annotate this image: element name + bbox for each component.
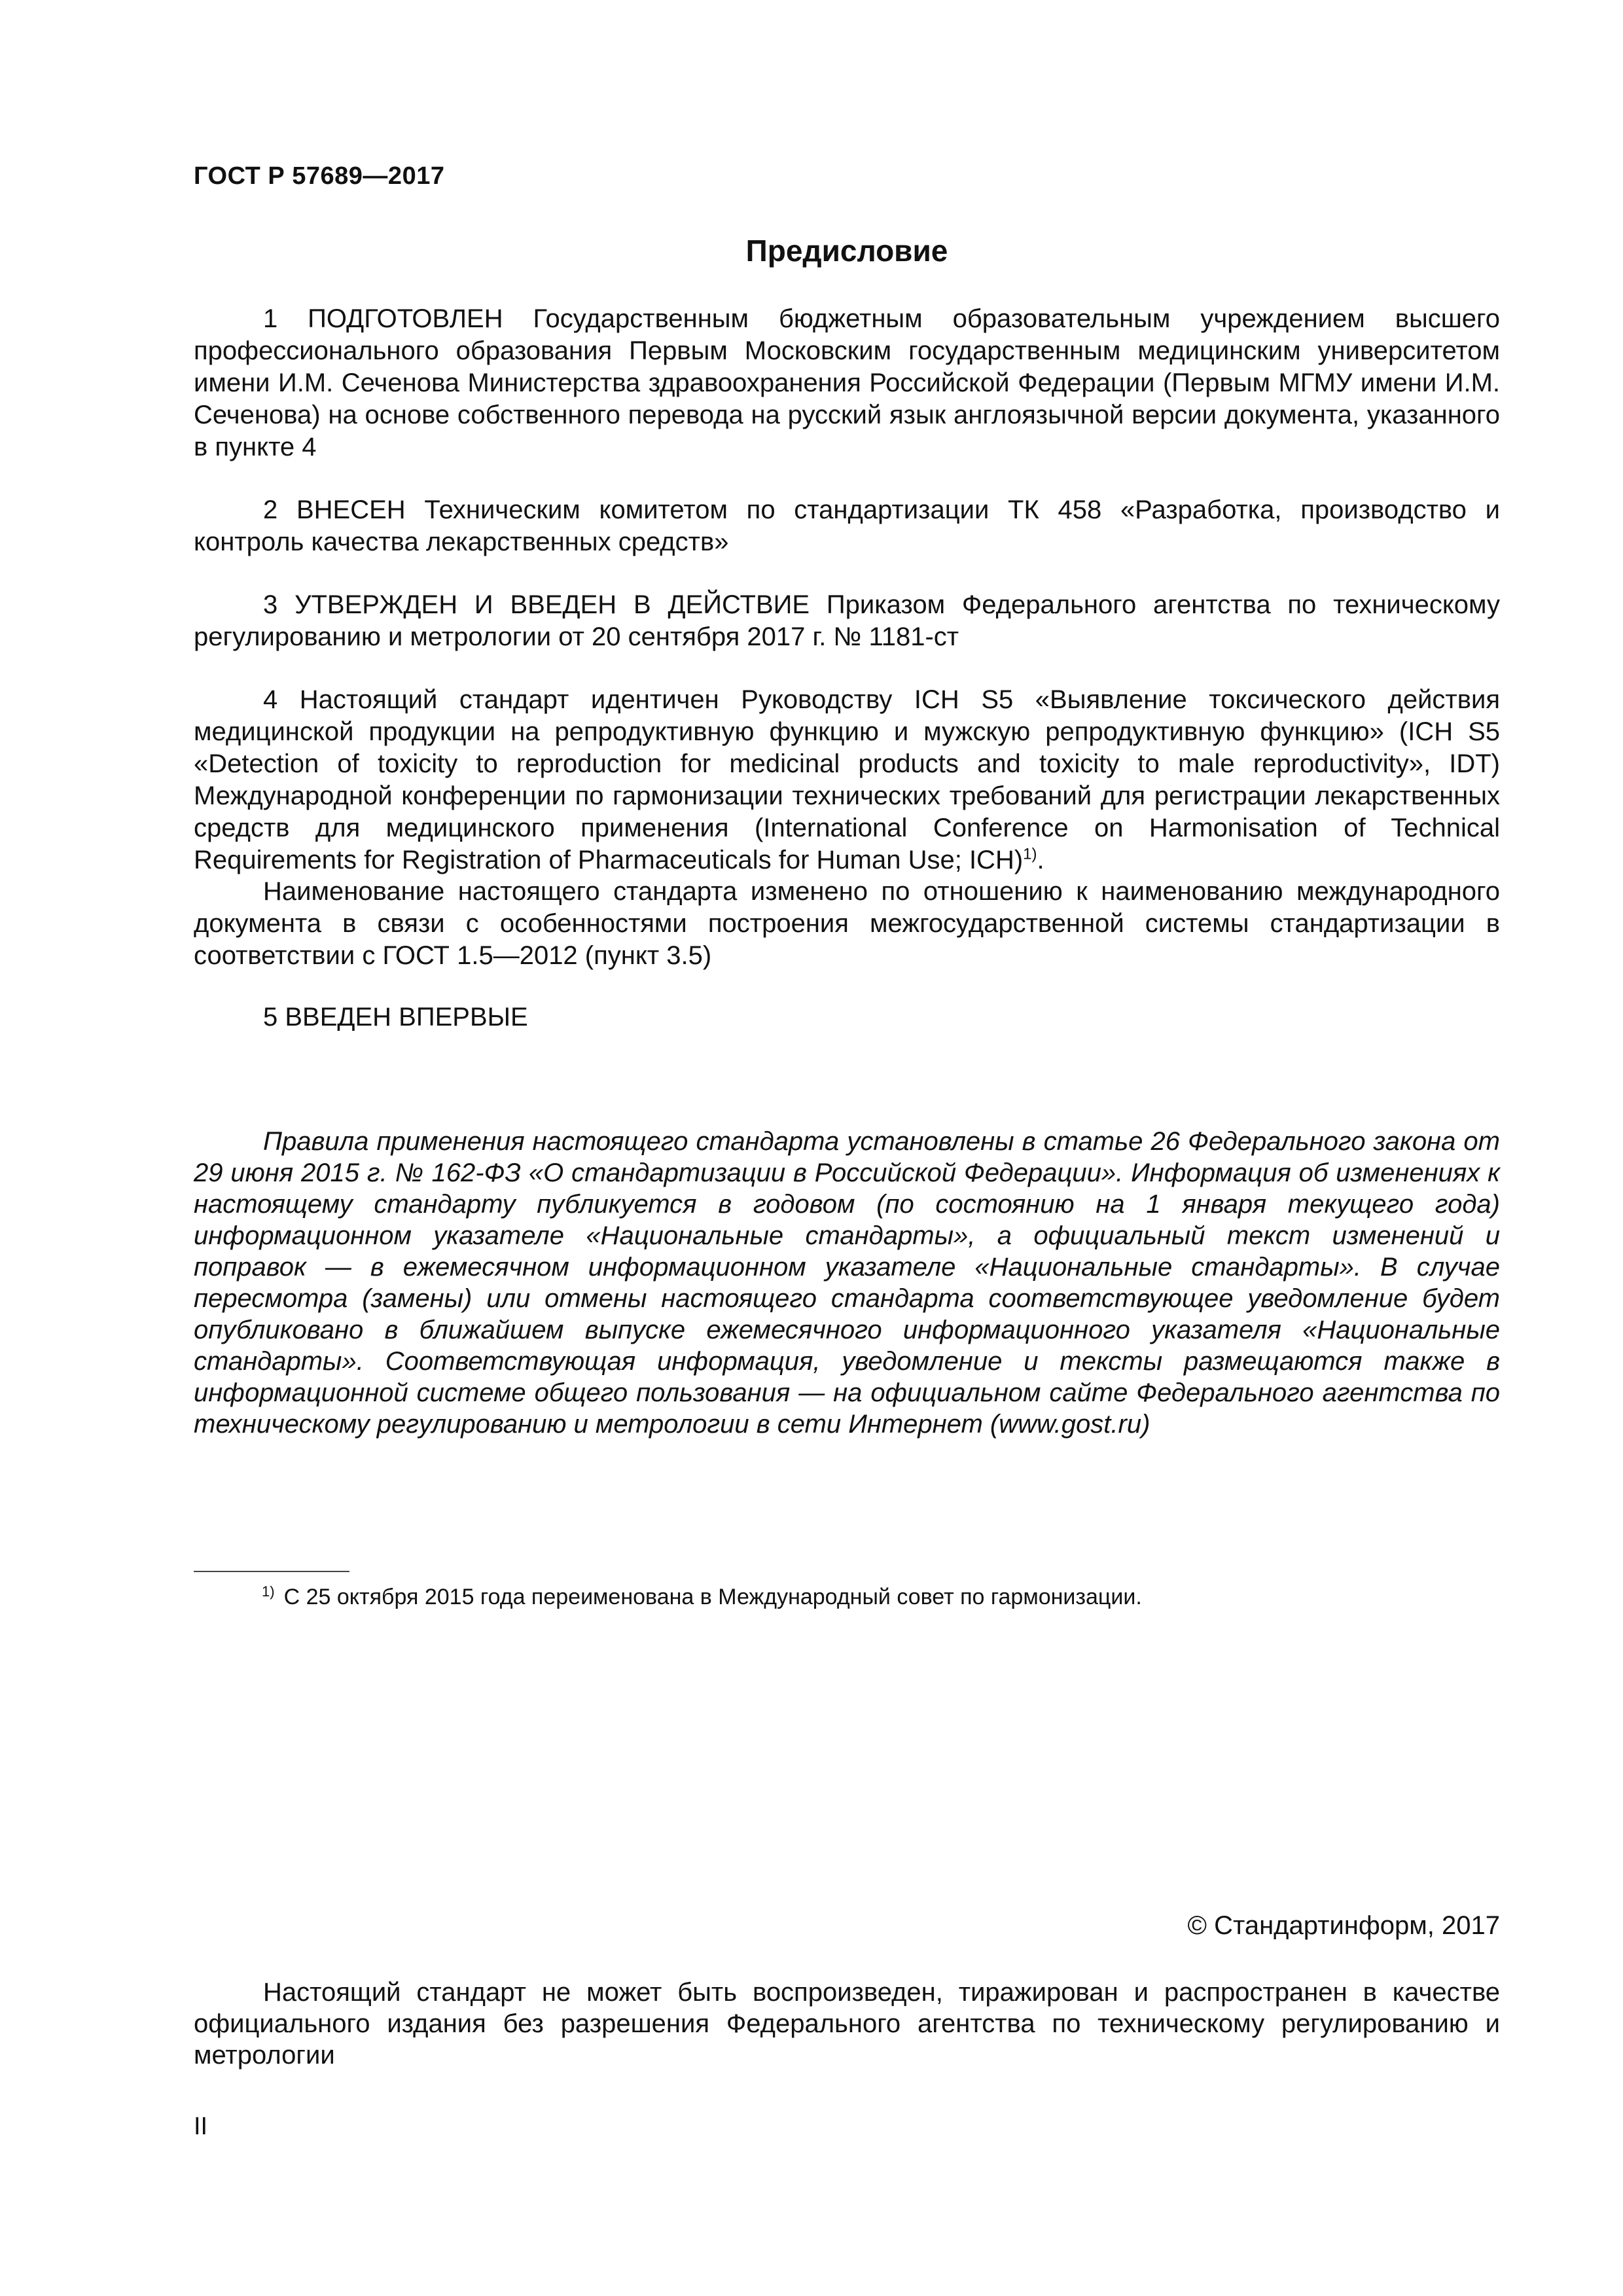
paragraph-first-introduced: 5 ВВЕДЕН ВПЕРВЫЕ — [263, 1003, 528, 1031]
paragraph-prepared-by: 1 ПОДГОТОВЛЕН Государственным бюджетным образовательным учреждением высшего профессионального образования Первым Московским государственным медицинским университетом имени И.М. Сеченова Министерства здравоохранения Российской Федерации (Первым МГМУ имени И.М. Сеченова) на основе собственного перевода на русский язык англоязычной версии документа, указанного в пункте 4 — [194, 304, 1500, 461]
paragraph-end-period: . — [1037, 846, 1044, 874]
footnote-divider — [194, 1571, 349, 1572]
footnote-reference: 1) — [1023, 845, 1037, 863]
document-code: ГОСТ Р 57689—2017 — [194, 162, 445, 190]
paragraph-approved: 3 УТВЕРЖДЕН И ВВЕДЕН В ДЕЙСТВИЕ Приказом Федерального агентства по техническому регулированию и метрологии от 20 сентября 2017 г. № 1181-ст — [194, 590, 1500, 651]
paragraph-identical-to — [194, 684, 1500, 876]
page-number: II — [194, 2113, 208, 2140]
paragraph-identical-to-text: 4 Настоящий стандарт идентичен Руководству ICH S5 «Выявление токсического действия медицинской продукции на репродуктивную функцию и мужскую репродуктивную функцию» (ICH S5 «Detection of toxicity to reproduction for medicinal products and toxicity to male reproductivity», IDT) Международной конференции по гармонизации технических требований для регистрации лекарственных средств для медицинского применения (International Conference on Harmonisation of Technical Requirements for Registration of Pharmaceuticals for Human Use; ICH) — [194, 685, 1500, 874]
paragraph-introduced-by: 2 ВНЕСЕН Техническим комитетом по стандартизации ТК 458 «Разработка, производство и контроль качества лекарственных средств» — [194, 495, 1500, 556]
legal-notice: Настоящий стандарт не может быть воспроизведен, тиражирован и распространен в качестве официального издания без разрешения Федерального агентства по техническому регулированию и метрологии — [194, 1978, 1500, 2070]
page-title: Предисловие — [745, 234, 948, 268]
footnote-text: С 25 октября 2015 года переименована в Международный совет по гармонизации. — [283, 1585, 1142, 1609]
paragraph-name-change: Наименование настоящего стандарта изменено по отношению к наименованию международного документа в связи с особенностями построения межгосударственной системы стандартизации в соответствии с ГОСТ 1.5—2012 (пункт 3.5) — [194, 877, 1500, 970]
rules-notice: Правила применения настоящего стандарта установлены в статье 26 Федерального закона от 29 июня 2015 г. № 162-ФЗ «О стандартизации в Российской Федерации». Информация об изменениях к настоящему стандарту публикуется в годовом (по состоянию на 1 января текущего года) информационном указателе «Национальные стандарты», а официальный текст изменений и поправок — в ежемесячном информационном указателе «Национальные стандарты». В случае пересмотра (замены) или отмены настоящего стандарта соответствующее уведомление будет опубликовано в ближайшем выпуске ежемесячного информационного указателя «Национальные стандарты». Соответствующая информация, уведомление и тексты размещаются также в информационной системе общего пользования — на официальном сайте Федерального агентства по техническому регулированию и метрологии в сети Интернет (www.gost.ru) — [194, 1127, 1500, 1439]
footnote-mark: 1) — [262, 1583, 275, 1600]
copyright-notice: © Стандартинформ, 2017 — [1187, 1911, 1500, 1940]
footnote — [262, 1583, 1492, 1611]
